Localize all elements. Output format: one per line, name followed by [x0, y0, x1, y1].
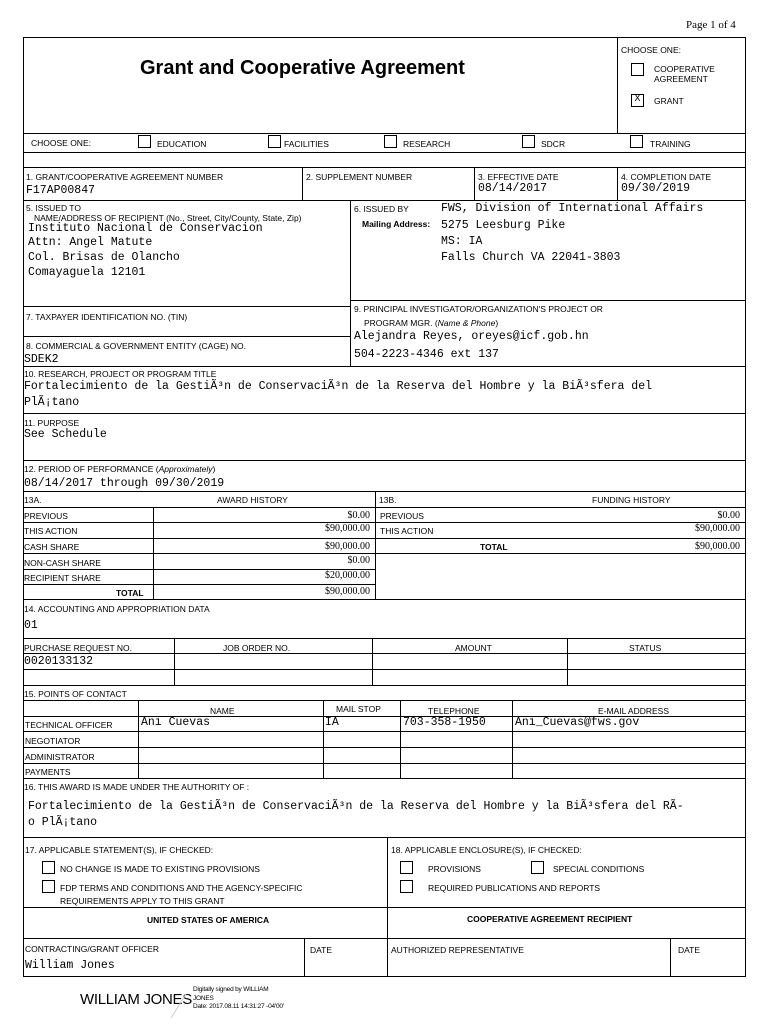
tin-label: 7. TAXPAYER IDENTIFICATION NO. (TIN): [26, 312, 188, 322]
award-row-value: $0.00: [347, 555, 370, 566]
award-history-header: AWARD HISTORY: [217, 495, 288, 505]
sdcr-checkbox[interactable]: [522, 135, 535, 148]
award-row-value: $90,000.00: [325, 541, 370, 552]
enclosures-label: 18. APPLICABLE ENCLOSURE(S), IF CHECKED:: [391, 845, 582, 855]
pi-label-line-1: 9. PRINCIPAL INVESTIGATOR/ORGANIZATION'S PROJECT OR: [354, 304, 603, 314]
sdcr-label: SDCR: [541, 139, 566, 149]
status-header: STATUS: [629, 643, 662, 653]
authority-line-2: o PlÃ¡tano: [28, 816, 98, 829]
fdp-terms-label-1: FDP TERMS AND CONDITIONS AND THE AGENCY-SPECIFIC: [60, 883, 303, 893]
amount-header: AMOUNT: [455, 643, 492, 653]
required-publications-label: REQUIRED PUBLICATIONS AND REPORTS: [428, 883, 601, 893]
completion-date-value: 09/30/2019: [621, 182, 691, 195]
grant-label: GRANT: [654, 96, 684, 106]
category-choose-label: CHOOSE ONE:: [31, 138, 91, 148]
effective-date-value: 08/14/2017: [478, 182, 548, 195]
authorized-rep-label: AUTHORIZED REPRESENTATIVE: [391, 945, 524, 955]
authority-label: 16. THIS AWARD IS MADE UNDER THE AUTHORITY OF :: [24, 782, 250, 792]
provisions-label: PROVISIONS: [428, 864, 481, 874]
purchase-request-header: PURCHASE REQUEST NO.: [24, 643, 133, 653]
authorized-date-label: DATE: [678, 945, 701, 955]
award-row-label: NON-CASH SHARE: [24, 558, 101, 568]
officer-date-label: DATE: [310, 945, 333, 955]
contact-email-header: E-MAIL ADDRESS: [598, 706, 670, 716]
pi-line-1: Alejandra Reyes, oreyes@icf.gob.hn: [354, 330, 589, 343]
signature-detail-line: Date: 2017.08.11 14:31:27 -04'00': [193, 1003, 284, 1010]
project-title-line-2: PlÃ¡tano: [24, 396, 80, 409]
funding-row-value: $90,000.00: [695, 523, 740, 534]
contact-mailstop-header: MAIL STOP: [336, 704, 381, 714]
research-label: RESEARCH: [403, 139, 451, 149]
funding-row-value: $0.00: [717, 510, 740, 521]
no-change-label: NO CHANGE IS MADE TO EXISTING PROVISIONS: [60, 864, 260, 874]
research-checkbox[interactable]: [384, 135, 397, 148]
award-total-value: $90,000.00: [325, 586, 370, 597]
period-value: 08/14/2017 through 09/30/2019: [24, 477, 225, 490]
contact-telephone: 703-358-1950: [403, 716, 486, 729]
award-row-value: $20,000.00: [325, 570, 370, 581]
pi-line-2: 504-2223-4346 ext 137: [354, 348, 499, 361]
cooperative-agreement-label: COOPERATIVE AGREEMENT: [654, 64, 715, 84]
recipient-line-4: Comayaguela 12101: [28, 266, 146, 279]
contact-role: PAYMENTS: [25, 767, 71, 777]
project-title-line-1: Fortalecimiento de la GestiÃ³n de ConservaciÃ³n de la Reserva del Hombre y la BiÃ³sfera del: [24, 380, 653, 393]
facilities-label: FACILITIES: [284, 139, 329, 149]
facilities-checkbox[interactable]: [268, 135, 281, 148]
contact-name: Ani Cuevas: [141, 716, 211, 729]
provisions-checkbox[interactable]: [400, 861, 413, 874]
signature-details: [193, 986, 284, 1012]
accounting-label: 14. ACCOUNTING AND APPROPRIATION DATA: [24, 604, 210, 614]
project-title-label: 10. RESEARCH, PROJECT OR PROGRAM TITLE: [24, 369, 217, 379]
issuer-line-2: 5275 Leesburg Pike: [441, 219, 566, 232]
contacts-label: 15. POINTS OF CONTACT: [24, 689, 127, 699]
cooperative-agreement-checkbox[interactable]: [631, 63, 644, 76]
required-publications-checkbox[interactable]: [400, 880, 413, 893]
recipient-line-1: Instituto Nacional de Conservacion: [28, 222, 263, 235]
funding-row-label: THIS ACTION: [380, 526, 434, 536]
recipient-line-3: Col. Brisas de Olancho: [28, 251, 180, 264]
award-row-label: RECIPIENT SHARE: [24, 573, 101, 583]
usa-header: UNITED STATES OF AMERICA: [147, 915, 270, 925]
award-row-value: $0.00: [347, 510, 370, 521]
contact-name-header: NAME: [210, 706, 235, 716]
education-checkbox[interactable]: [138, 135, 151, 148]
no-change-checkbox[interactable]: [42, 861, 55, 874]
award-row-label: CASH SHARE: [24, 542, 80, 552]
officer-value: William Jones: [25, 959, 115, 972]
purpose-label: 11. PURPOSE: [24, 418, 80, 428]
issued-by-label: 6. ISSUED BY: [354, 204, 409, 214]
recipient-header: COOPERATIVE AGREEMENT RECIPIENT: [467, 914, 633, 924]
type-choose-label: CHOOSE ONE:: [621, 45, 681, 55]
issuer-line-4: Falls Church VA 22041-3803: [441, 251, 621, 264]
grant-number-label: 1. GRANT/COOPERATIVE AGREEMENT NUMBER: [26, 172, 224, 182]
contact-email: Ani_Cuevas@fws.gov: [515, 716, 640, 729]
accounting-value: 01: [24, 619, 38, 632]
special-conditions-label: SPECIAL CONDITIONS: [553, 864, 645, 874]
contact-mailstop: IA: [325, 716, 339, 729]
contact-role: ADMINISTRATOR: [25, 752, 95, 762]
grant-checkbox[interactable]: X: [631, 94, 644, 107]
award-history-13a: 13A.: [24, 495, 42, 505]
purchase-request-value: 0020133132: [24, 655, 94, 668]
award-total-label: TOTAL: [116, 588, 144, 598]
signature-detail-line: Digitally signed by WILLIAM: [193, 986, 269, 993]
period-label: 12. PERIOD OF PERFORMANCE (Approximately): [24, 464, 216, 474]
page-number: Page 1 of 4: [686, 19, 736, 31]
recipient-line-2: Attn: Angel Matute: [28, 236, 153, 249]
form-title: Grant and Cooperative Agreement: [140, 57, 465, 79]
recipient-address-label: NAME/ADDRESS OF RECIPIENT (No., Street, City/County, State, Zip): [34, 213, 302, 223]
supplement-number-label: 2. SUPPLEMENT NUMBER: [306, 172, 413, 182]
contact-role: NEGOTIATOR: [25, 736, 81, 746]
award-row-label: PREVIOUS: [24, 511, 68, 521]
issuer-line-3: MS: IA: [441, 235, 483, 248]
funding-history-header: FUNDING HISTORY: [592, 495, 671, 505]
mailing-address-label: Mailing Address:: [362, 219, 431, 229]
officer-label: CONTRACTING/GRANT OFFICER: [25, 944, 159, 954]
training-label: TRAINING: [650, 139, 691, 149]
cage-label: 8. COMMERCIAL & GOVERNMENT ENTITY (CAGE) NO.: [26, 341, 246, 351]
fdp-terms-label-2: REQUIREMENTS APPLY TO THIS GRANT: [60, 896, 225, 906]
issued-to-label: 5. ISSUED TO: [26, 203, 81, 213]
funding-total-label: TOTAL: [480, 542, 508, 552]
cage-value: SDEK2: [24, 353, 59, 366]
issuer-line-1: FWS, Division of International Affairs: [441, 202, 704, 215]
special-conditions-checkbox[interactable]: [531, 861, 544, 874]
authority-line-1: Fortalecimiento de la GestiÃ³n de ConservaciÃ³n de la Reserva del Hombre y la BiÃ³sfera del RÃ-: [28, 800, 684, 813]
statements-label: 17. APPLICABLE STATEMENT(S), IF CHECKED:: [25, 845, 214, 855]
award-row-label: THIS ACTION: [24, 526, 78, 536]
signature-name: WILLIAM JONES: [80, 991, 192, 1008]
grant-number-value: F17AP00847: [26, 184, 96, 197]
training-checkbox[interactable]: [630, 135, 643, 148]
funding-history-13b: 13B.: [379, 495, 397, 505]
job-order-header: JOB ORDER NO.: [223, 643, 291, 653]
funding-total-value: $90,000.00: [695, 541, 740, 552]
funding-row-label: PREVIOUS: [380, 511, 424, 521]
purpose-value: See Schedule: [24, 428, 107, 441]
fdp-terms-checkbox[interactable]: [42, 880, 55, 893]
contact-role: TECHNICAL OFFICER: [25, 720, 113, 730]
education-label: EDUCATION: [157, 139, 207, 149]
signature-detail-line: JONES: [193, 994, 214, 1002]
signature-check-mark: [168, 988, 190, 1020]
award-row-value: $90,000.00: [325, 523, 370, 534]
completion-date-label: 4. COMPLETION DATE: [621, 172, 712, 182]
contact-telephone-header: TELEPHONE: [428, 706, 480, 716]
effective-date-label: 3. EFFECTIVE DATE: [478, 172, 559, 182]
pi-label-line-2: PROGRAM MGR. (Name & Phone): [364, 318, 499, 328]
